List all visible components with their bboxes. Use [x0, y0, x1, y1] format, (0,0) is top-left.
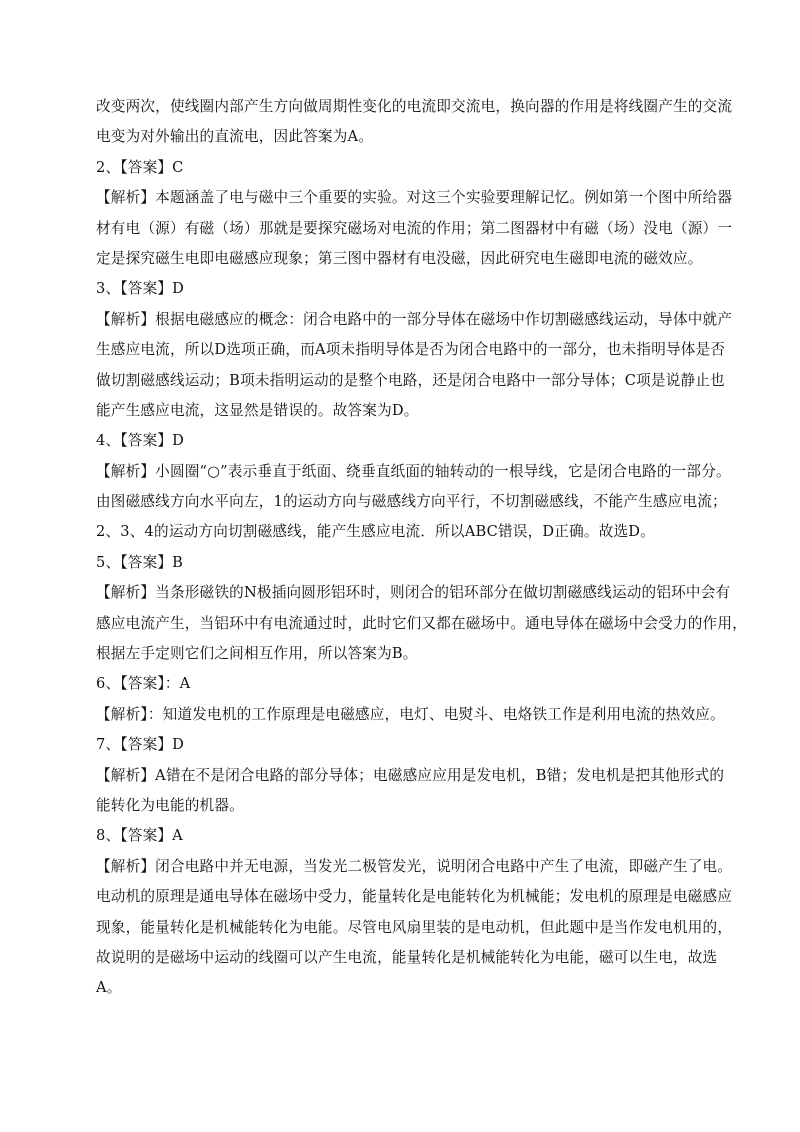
text-line: 电动机的原理是通电导体在磁场中受力，能量转化是电能转化为机械能；发电机的原理是电磁感应 — [96, 888, 733, 906]
answer-heading: 2、【答案】C — [96, 158, 184, 176]
text-line: 【解析】A错在不是闭合电路的部分导体；电磁感应应用是发电机，B错；发电机是把其他形式的 — [96, 766, 725, 784]
answer-heading: 4、【答案】D — [96, 432, 185, 450]
text-line: 【解析】闭合电路中并无电源，当发光二极管发光，说明闭合电路中产生了电流，即磁产生了电。 — [96, 857, 733, 875]
text-line: 现象，能量转化是机械能转化为电能。尽管电风扇里装的是电动机，但此题中是当作发电机用的， — [96, 918, 733, 936]
text-line: 由图磁感线方向水平向左，1的运动方向与磁感线方向平行，不切割磁感线，不能产生感应电流； — [96, 493, 727, 511]
text-line: 改变两次，使线圈内部产生方向做周期性变化的电流即交流电，换向器的作用是将线圈产生的交流 — [96, 98, 733, 115]
text-line: 【解析】小圆圈“○”表示垂直于纸面、绕垂直纸面的轴转动的一根导线，它是闭合电路的一部分。 — [96, 462, 731, 480]
text-line: 材有电（源）有磁（场）那就是要探究磁场对电流的作用；第二图器材中有磁（场）没电（源）一 — [96, 219, 733, 237]
text-line: 故说明的是磁场中运动的线圈可以产生电流，能量转化是机械能转化为电能，磁可以生电，故选 — [96, 948, 718, 966]
answer-heading: 3、【答案】D — [96, 280, 185, 298]
text-line: 能产生感应电流，这显然是错误的。故答案为D。 — [96, 401, 419, 419]
text-line: A。 — [96, 979, 122, 997]
text-line: 生感应电流，所以D选项正确，而A项未指明导体是否为闭合电路中的一部分，也未指明导体是否 — [96, 341, 726, 359]
text-line: 能转化为电能的机器。 — [96, 796, 244, 814]
text-line: 做切割磁感线运动；B项未指明运动的是整个电路，还是闭合电路中一部分导体；C项是说静止也 — [96, 371, 725, 389]
answer-heading: 5、【答案】B — [96, 553, 184, 571]
text-line: 根据左手定则它们之间相互作用，所以答案为B。 — [96, 645, 418, 663]
text-line: 电变为对外输出的直流电，因此答案为A。 — [96, 128, 374, 146]
text-line: 2、3、4的运动方向切割磁感线，能产生感应电流．所以ABC错误，D正确。故选D。 — [96, 523, 655, 541]
answer-heading: 7、【答案】D — [96, 736, 185, 754]
answer-heading: 8、【答案】A — [96, 827, 183, 845]
text-line: 感应电流产生，当铝环中有电流通过时，此时它们又都在磁场中。通电导体在磁场中会受力的作用， — [96, 614, 747, 632]
text-line: 【解析】：知道发电机的工作原理是电磁感应，电灯、电熨斗、电烙铁工作是利用电流的热效应。 — [96, 705, 725, 723]
text-line: 【解析】根据电磁感应的概念：闭合电路中的一部分导体在磁场中作切割磁感线运动，导体中就产 — [96, 310, 733, 328]
text-line: 【解析】本题涵盖了电与磁中三个重要的实验。对这三个实验要理解记忆。例如第一个图中所给器 — [96, 189, 733, 207]
answer-heading: 6、【答案】：A — [96, 675, 191, 693]
text-line: 定是探究磁生电即电磁感应现象；第三图中器材有电没磁，因此研究电生磁即电流的磁效应。 — [96, 249, 703, 267]
text-line: 【解析】当条形磁铁的N极插向圆形铝环时，则闭合的铝环部分在做切割磁感线运动的铝环中会有 — [96, 584, 731, 602]
document-page — [96, 92, 747, 1004]
